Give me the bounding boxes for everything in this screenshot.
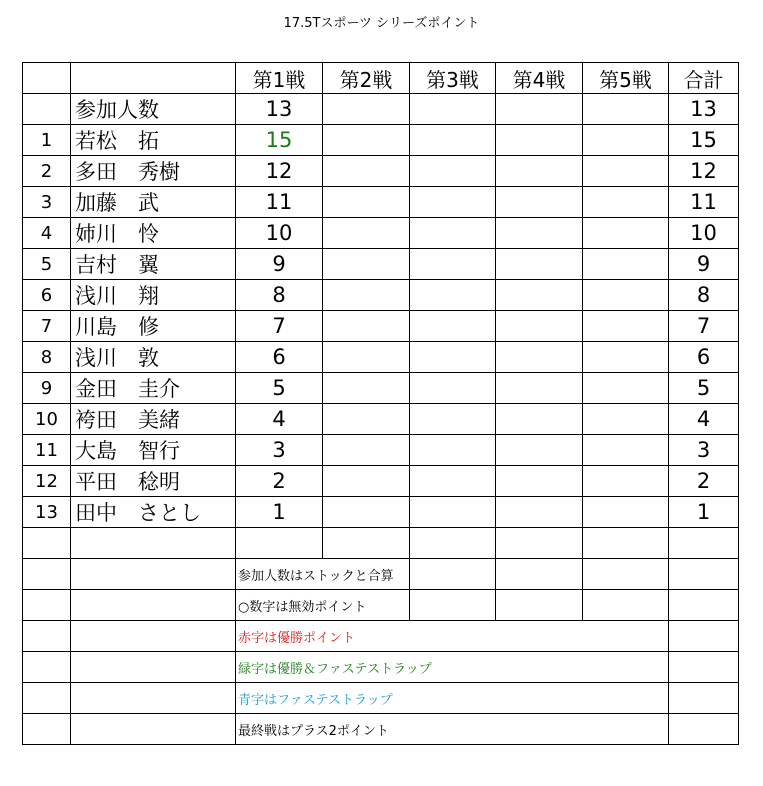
round5-cell xyxy=(583,466,669,497)
empty-cell xyxy=(669,683,739,714)
legend-row xyxy=(23,559,739,590)
round5-cell xyxy=(583,125,669,156)
driver-name: 浅川 翔 xyxy=(71,280,236,311)
round2-cell xyxy=(323,156,410,187)
row-number-cell xyxy=(23,94,71,125)
round5-cell xyxy=(583,311,669,342)
round1-participants: 13 xyxy=(236,94,323,125)
total-points: 4 xyxy=(669,404,739,435)
table-row xyxy=(23,280,739,311)
round3-cell xyxy=(410,280,496,311)
empty-cell xyxy=(410,559,496,590)
round3-cell xyxy=(410,466,496,497)
rank-cell: 6 xyxy=(23,280,71,311)
legend-note: 赤字は優勝ポイント xyxy=(236,621,669,652)
round5-cell xyxy=(583,435,669,466)
rank-cell: 11 xyxy=(23,435,71,466)
table-row xyxy=(23,311,739,342)
driver-name: 川島 修 xyxy=(71,311,236,342)
table-row xyxy=(23,435,739,466)
round5-cell xyxy=(583,497,669,528)
empty-cell xyxy=(583,528,669,559)
round4-cell xyxy=(496,187,583,218)
empty-cell xyxy=(71,528,236,559)
legend-note: 青字はファステストラップ xyxy=(236,683,669,714)
round4-cell xyxy=(496,497,583,528)
series-points-table xyxy=(22,62,739,745)
legend-row xyxy=(23,652,739,683)
legend-row xyxy=(23,683,739,714)
empty-cell xyxy=(496,528,583,559)
round4-cell xyxy=(496,404,583,435)
participants-row xyxy=(23,94,739,125)
blank-row xyxy=(23,528,739,559)
total-points: 8 xyxy=(669,280,739,311)
round4-cell xyxy=(496,466,583,497)
empty-cell xyxy=(236,528,323,559)
empty-cell xyxy=(323,528,410,559)
empty-cell xyxy=(496,559,583,590)
round5-cell xyxy=(583,342,669,373)
rank-cell: 12 xyxy=(23,466,71,497)
round4-cell xyxy=(496,373,583,404)
total-points: 15 xyxy=(669,125,739,156)
table-row xyxy=(23,156,739,187)
empty-cell xyxy=(496,590,583,621)
round4-cell xyxy=(496,156,583,187)
empty-cell xyxy=(23,714,71,745)
round1-points: 9 xyxy=(236,249,323,280)
round1-points: 5 xyxy=(236,373,323,404)
round4-cell xyxy=(496,435,583,466)
empty-cell xyxy=(669,714,739,745)
round5-cell xyxy=(583,249,669,280)
rank-cell: 1 xyxy=(23,125,71,156)
table-row xyxy=(23,373,739,404)
table-row xyxy=(23,187,739,218)
round4-cell xyxy=(496,218,583,249)
round1-points: 12 xyxy=(236,156,323,187)
driver-name: 加藤 武 xyxy=(71,187,236,218)
total-points: 9 xyxy=(669,249,739,280)
empty-cell xyxy=(669,528,739,559)
round2-cell xyxy=(323,125,410,156)
empty-cell xyxy=(71,621,236,652)
legend-note: 参加人数はストックと合算 xyxy=(236,559,410,590)
legend-row xyxy=(23,590,739,621)
empty-cell xyxy=(23,559,71,590)
round2-cell xyxy=(323,342,410,373)
round3-cell xyxy=(410,342,496,373)
round3-cell xyxy=(410,249,496,280)
round2-cell xyxy=(323,249,410,280)
round2-cell xyxy=(323,373,410,404)
round4-cell xyxy=(496,342,583,373)
round3-cell xyxy=(410,435,496,466)
driver-name: 田中 さとし xyxy=(71,497,236,528)
legend-row xyxy=(23,714,739,745)
driver-name: 吉村 翼 xyxy=(71,249,236,280)
round3-cell xyxy=(410,311,496,342)
round1-points: 3 xyxy=(236,435,323,466)
empty-cell xyxy=(669,590,739,621)
round4-cell xyxy=(496,311,583,342)
round2-cell xyxy=(323,497,410,528)
round1-points: 8 xyxy=(236,280,323,311)
round5-cell xyxy=(583,187,669,218)
round1-points: 4 xyxy=(236,404,323,435)
round1-points: 2 xyxy=(236,466,323,497)
driver-name: 平田 稔明 xyxy=(71,466,236,497)
round1-points: 1 xyxy=(236,497,323,528)
round3-cell xyxy=(410,125,496,156)
total-points: 6 xyxy=(669,342,739,373)
total-points: 2 xyxy=(669,466,739,497)
header-cell: 第5戦 xyxy=(583,63,669,94)
rank-cell: 3 xyxy=(23,187,71,218)
rank-cell: 5 xyxy=(23,249,71,280)
round2-cell xyxy=(323,187,410,218)
empty-cell xyxy=(23,683,71,714)
empty-cell xyxy=(23,528,71,559)
round2-cell xyxy=(323,311,410,342)
rank-cell: 4 xyxy=(23,218,71,249)
driver-name: 浅川 敦 xyxy=(71,342,236,373)
round3-cell xyxy=(410,404,496,435)
header-cell xyxy=(23,63,71,94)
empty-cell xyxy=(583,590,669,621)
header-cell: 第2戦 xyxy=(323,63,410,94)
round1-points: 11 xyxy=(236,187,323,218)
rank-cell: 9 xyxy=(23,373,71,404)
header-row xyxy=(23,63,739,94)
total-points: 12 xyxy=(669,156,739,187)
empty-cell xyxy=(23,652,71,683)
round1-points: 7 xyxy=(236,311,323,342)
total-points: 11 xyxy=(669,187,739,218)
table-row xyxy=(23,125,739,156)
round1-points: 15 xyxy=(236,125,323,156)
table-row xyxy=(23,466,739,497)
round3-cell xyxy=(410,497,496,528)
round5-cell xyxy=(583,404,669,435)
participants-label: 参加人数 xyxy=(71,94,236,125)
table-row xyxy=(23,497,739,528)
round3-cell xyxy=(410,156,496,187)
legend-row xyxy=(23,621,739,652)
empty-cell xyxy=(71,652,236,683)
legend-note: ○数字は無効ポイント xyxy=(236,590,410,621)
round2-cell xyxy=(323,218,410,249)
rank-cell: 13 xyxy=(23,497,71,528)
table-row xyxy=(23,218,739,249)
empty-cell xyxy=(669,559,739,590)
empty-cell xyxy=(71,683,236,714)
round2-cell xyxy=(323,280,410,311)
empty-cell xyxy=(410,528,496,559)
round3-cell xyxy=(410,373,496,404)
round5-cell xyxy=(583,280,669,311)
table-row xyxy=(23,342,739,373)
legend-note: 最終戦はプラス2ポイント xyxy=(236,714,669,745)
header-cell: 第4戦 xyxy=(496,63,583,94)
driver-name: 大島 智行 xyxy=(71,435,236,466)
total-points: 5 xyxy=(669,373,739,404)
header-cell xyxy=(71,63,236,94)
round5-cell xyxy=(583,373,669,404)
table-row xyxy=(23,249,739,280)
table-row xyxy=(23,404,739,435)
total-participants: 13 xyxy=(669,94,739,125)
empty-cell xyxy=(71,714,236,745)
empty-cell xyxy=(23,621,71,652)
driver-name: 若松 拓 xyxy=(71,125,236,156)
round1-points: 10 xyxy=(236,218,323,249)
driver-name: 金田 圭介 xyxy=(71,373,236,404)
driver-name: 多田 秀樹 xyxy=(71,156,236,187)
driver-name: 袴田 美緒 xyxy=(71,404,236,435)
round3-cell xyxy=(410,187,496,218)
round3-cell xyxy=(410,218,496,249)
empty-cell xyxy=(71,559,236,590)
empty-cell xyxy=(23,590,71,621)
round5-cell xyxy=(583,94,669,125)
header-cell: 合計 xyxy=(669,63,739,94)
sheet-title: 17.5Tスポーツ シリーズポイント xyxy=(283,16,480,31)
round2-cell xyxy=(323,94,410,125)
total-points: 1 xyxy=(669,497,739,528)
round5-cell xyxy=(583,156,669,187)
driver-name: 姉川 怜 xyxy=(71,218,236,249)
rank-cell: 10 xyxy=(23,404,71,435)
round2-cell xyxy=(323,435,410,466)
round4-cell xyxy=(496,280,583,311)
total-points: 10 xyxy=(669,218,739,249)
header-cell: 第1戦 xyxy=(236,63,323,94)
empty-cell xyxy=(669,621,739,652)
rank-cell: 7 xyxy=(23,311,71,342)
round2-cell xyxy=(323,466,410,497)
rank-cell: 8 xyxy=(23,342,71,373)
round4-cell xyxy=(496,125,583,156)
legend-note: 緑字は優勝＆ファステストラップ xyxy=(236,652,669,683)
total-points: 3 xyxy=(669,435,739,466)
round3-cell xyxy=(410,94,496,125)
total-points: 7 xyxy=(669,311,739,342)
round5-cell xyxy=(583,218,669,249)
round1-points: 6 xyxy=(236,342,323,373)
round4-cell xyxy=(496,94,583,125)
empty-cell xyxy=(71,590,236,621)
empty-cell xyxy=(669,652,739,683)
empty-cell xyxy=(410,590,496,621)
rank-cell: 2 xyxy=(23,156,71,187)
header-cell: 第3戦 xyxy=(410,63,496,94)
round2-cell xyxy=(323,404,410,435)
empty-cell xyxy=(583,559,669,590)
round4-cell xyxy=(496,249,583,280)
